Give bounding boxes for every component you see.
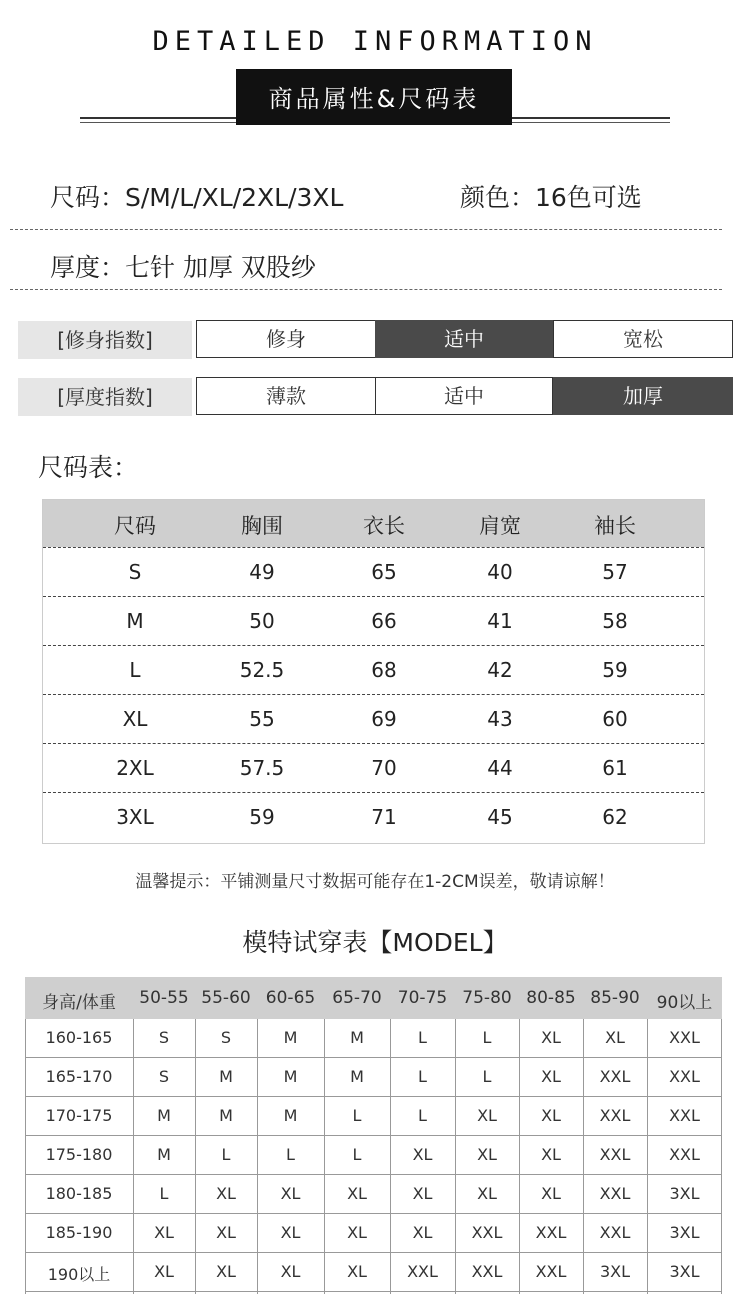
model-table-cell: L bbox=[221, 1145, 231, 1164]
size-table-cell: 43 bbox=[487, 707, 513, 731]
grid-line bbox=[25, 1057, 722, 1058]
model-table-header-cell: 85-90 bbox=[590, 988, 640, 1008]
model-table-cell: M bbox=[350, 1067, 364, 1086]
model-table-cell: L bbox=[418, 1106, 427, 1125]
size-table-cell: 41 bbox=[487, 609, 513, 633]
grid-line bbox=[25, 1291, 722, 1292]
model-table-cell: XL bbox=[412, 1184, 433, 1203]
grid-line bbox=[25, 1213, 722, 1214]
thickness-index-option: 适中 bbox=[375, 377, 553, 415]
size-table-cell: 57.5 bbox=[239, 756, 285, 780]
model-table-cell: XL bbox=[541, 1184, 561, 1203]
model-table-cell: M bbox=[157, 1106, 171, 1125]
fit-index-option: 修身 bbox=[196, 320, 376, 358]
model-table-cell: XL bbox=[477, 1184, 497, 1203]
model-table-cell: XL bbox=[541, 1106, 561, 1125]
fit-index-option: 适中 bbox=[375, 320, 553, 358]
size-table-cell: 58 bbox=[602, 609, 628, 633]
model-table-header-cell: 80-85 bbox=[526, 988, 576, 1008]
grid-line bbox=[25, 1135, 722, 1136]
size-table-cell: 49 bbox=[249, 560, 275, 584]
grid-line bbox=[25, 1174, 722, 1175]
size-table-header bbox=[43, 500, 704, 547]
model-table-cell: XL bbox=[154, 1223, 174, 1242]
row-divider bbox=[43, 743, 704, 744]
size-table-row bbox=[43, 645, 704, 694]
size-table-cell: 52.5 bbox=[239, 658, 285, 682]
dashed-divider bbox=[10, 289, 722, 290]
header-title-cn: 商品属性&尺码表 bbox=[268, 85, 480, 113]
model-table-row bbox=[25, 1175, 722, 1213]
model-table bbox=[25, 977, 722, 1294]
model-table-cell: L bbox=[159, 1184, 169, 1203]
model-table-cell: M bbox=[350, 1028, 364, 1047]
model-table-cell: XL bbox=[347, 1184, 367, 1203]
model-table-cell: 185-190 bbox=[45, 1223, 113, 1242]
size-table-cell: L bbox=[129, 658, 141, 682]
model-table-cell: 170-175 bbox=[45, 1106, 113, 1125]
model-table-cell: XL bbox=[280, 1184, 301, 1203]
row-divider bbox=[43, 596, 704, 597]
fit-index-label: [修身指数] bbox=[18, 321, 192, 359]
model-table-cell: 175-180 bbox=[45, 1145, 113, 1164]
row-divider bbox=[43, 645, 704, 646]
measurement-tip: 温馨提示：平铺测量尺寸数据可能存在1-2CM误差，敬请谅解！ bbox=[135, 872, 615, 892]
model-table-header-cell: 65-70 bbox=[332, 988, 382, 1008]
model-table-cell: XL bbox=[541, 1028, 561, 1047]
model-table-cell: L bbox=[482, 1067, 492, 1086]
model-table-header-cell: 身高/体重 bbox=[42, 993, 116, 1013]
thickness-info: 厚度：七针 加厚 双股纱 bbox=[50, 253, 316, 282]
model-table-cell: XXL bbox=[599, 1067, 631, 1086]
model-table-cell: XXL bbox=[669, 1067, 700, 1086]
size-table-cell: 59 bbox=[249, 805, 275, 829]
model-table-cell: XL bbox=[477, 1145, 497, 1164]
size-table-cell: 69 bbox=[371, 707, 397, 731]
size-table-cell: 3XL bbox=[116, 805, 154, 829]
size-table-cell: 50 bbox=[249, 609, 275, 633]
size-table-header-cell: 肩宽 bbox=[479, 514, 521, 538]
size-table-header-cell: 胸围 bbox=[241, 514, 283, 538]
model-table-cell: XXL bbox=[535, 1223, 567, 1242]
model-table-cell: XL bbox=[541, 1067, 561, 1086]
model-table-cell: M bbox=[157, 1145, 171, 1164]
model-table-cell: XXL bbox=[535, 1262, 567, 1281]
model-table-cell: XL bbox=[280, 1223, 301, 1242]
model-table-cell: XL bbox=[541, 1145, 561, 1164]
model-table-cell: 3XL bbox=[599, 1262, 631, 1281]
model-table-cell: XL bbox=[154, 1262, 174, 1281]
size-table-cell: 40 bbox=[487, 560, 513, 584]
size-table-cell: 71 bbox=[371, 805, 397, 829]
model-table-cell: XL bbox=[347, 1223, 367, 1242]
model-table-cell: M bbox=[283, 1067, 298, 1086]
model-table-header bbox=[25, 977, 722, 1019]
model-table-header-cell: 70-75 bbox=[397, 988, 448, 1008]
size-table-header-cell: 尺码 bbox=[114, 514, 156, 538]
model-table-cell: XXL bbox=[669, 1145, 700, 1164]
size-table-cell: 44 bbox=[487, 756, 513, 780]
model-table-cell: 190以上 bbox=[47, 1265, 111, 1284]
model-table-cell: XL bbox=[280, 1262, 301, 1281]
size-table-cell: 60 bbox=[602, 707, 628, 731]
model-table-cell: XXL bbox=[471, 1262, 503, 1281]
size-table-cell: S bbox=[128, 560, 142, 584]
model-table-header-cell: 60-65 bbox=[265, 988, 316, 1008]
model-table-row bbox=[25, 1019, 722, 1057]
row-divider bbox=[43, 792, 704, 793]
size-table bbox=[42, 499, 705, 844]
model-table-cell: L bbox=[418, 1028, 427, 1047]
thickness-index-option: 加厚 bbox=[553, 377, 733, 415]
model-table-cell: XL bbox=[605, 1028, 625, 1047]
model-table-cell: 165-170 bbox=[45, 1067, 113, 1086]
size-table-row bbox=[43, 694, 704, 743]
model-table-cell: M bbox=[219, 1067, 233, 1086]
model-table-cell: XXL bbox=[669, 1106, 700, 1125]
size-table-header-cell: 衣长 bbox=[363, 514, 405, 538]
size-table-cell: 61 bbox=[602, 756, 628, 780]
model-table-cell: 160-165 bbox=[45, 1028, 113, 1047]
size-table-cell: 62 bbox=[602, 805, 628, 829]
model-table-cell: 3XL bbox=[669, 1223, 700, 1242]
model-table-row bbox=[25, 1253, 722, 1291]
size-table-cell: 65 bbox=[371, 560, 397, 584]
size-table-cell: 68 bbox=[371, 658, 397, 682]
size-chart-title: 尺码表： bbox=[38, 453, 139, 482]
model-table-cell: L bbox=[418, 1067, 427, 1086]
model-table-cell: XXL bbox=[599, 1223, 631, 1242]
model-table-cell: L bbox=[352, 1106, 362, 1125]
model-table-cell: XL bbox=[347, 1262, 367, 1281]
model-table-header-cell: 50-55 bbox=[139, 988, 189, 1008]
grid-line bbox=[25, 1096, 722, 1097]
model-table-cell: XL bbox=[412, 1145, 433, 1164]
model-table-row bbox=[25, 1214, 722, 1252]
size-table-cell: 42 bbox=[487, 658, 513, 682]
size-table-row bbox=[43, 547, 704, 596]
model-table-row bbox=[25, 1097, 722, 1135]
model-table-cell: L bbox=[352, 1145, 362, 1164]
model-table-cell: XL bbox=[216, 1223, 236, 1242]
model-table-cell: XL bbox=[216, 1184, 236, 1203]
model-chart-title: 模特试穿表【MODEL】 bbox=[242, 928, 508, 957]
model-table-row bbox=[25, 1058, 722, 1096]
model-table-row bbox=[25, 1136, 722, 1174]
grid-line bbox=[25, 1252, 722, 1253]
model-table-cell: S bbox=[158, 1028, 170, 1047]
size-table-cell: 57 bbox=[602, 560, 628, 584]
size-table-cell: 70 bbox=[371, 756, 397, 780]
thickness-index-option: 薄款 bbox=[196, 377, 376, 415]
thickness-index-label: [厚度指数] bbox=[18, 378, 192, 416]
size-table-cell: 2XL bbox=[116, 756, 154, 780]
model-table-cell: L bbox=[286, 1145, 295, 1164]
color-info: 颜色：16色可选 bbox=[460, 183, 642, 212]
model-table-cell: XL bbox=[477, 1106, 497, 1125]
row-divider bbox=[43, 694, 704, 695]
model-table-header-cell: 55-60 bbox=[201, 988, 251, 1008]
model-table-cell: XXL bbox=[669, 1028, 700, 1047]
size-table-header-cell: 袖长 bbox=[594, 514, 636, 538]
model-table-cell: 3XL bbox=[669, 1184, 700, 1203]
model-table-cell: XXL bbox=[599, 1145, 631, 1164]
fit-index-option: 宽松 bbox=[553, 320, 733, 358]
size-info: 尺码：S/M/L/XL/2XL/3XL bbox=[50, 183, 344, 212]
model-table-cell: XXL bbox=[599, 1106, 631, 1125]
model-table-cell: XXL bbox=[599, 1184, 631, 1203]
size-table-row bbox=[43, 596, 704, 645]
header-title-en: DETAILED INFORMATION bbox=[152, 26, 598, 57]
model-table-cell: XXL bbox=[407, 1262, 438, 1281]
model-table-header-cell: 75-80 bbox=[462, 988, 512, 1008]
size-table-cell: 59 bbox=[602, 658, 628, 682]
size-table-row bbox=[43, 792, 704, 841]
model-table-cell: M bbox=[219, 1106, 233, 1125]
size-table-cell: XL bbox=[122, 707, 148, 731]
size-table-cell: 66 bbox=[371, 609, 397, 633]
size-table-cell: 45 bbox=[487, 805, 513, 829]
row-divider bbox=[43, 547, 704, 548]
model-table-cell: M bbox=[283, 1106, 298, 1125]
size-table-cell: 55 bbox=[249, 707, 275, 731]
model-table-header-cell: 90以上 bbox=[656, 993, 713, 1013]
model-table-cell: 3XL bbox=[669, 1262, 700, 1281]
model-table-cell: S bbox=[158, 1067, 170, 1086]
size-table-cell: M bbox=[126, 609, 144, 633]
model-table-cell: 180-185 bbox=[45, 1184, 113, 1203]
dashed-divider bbox=[10, 229, 722, 230]
model-table-cell: XL bbox=[216, 1262, 236, 1281]
size-table-row bbox=[43, 743, 704, 792]
model-table-cell: XXL bbox=[471, 1223, 503, 1242]
model-table-cell: M bbox=[283, 1028, 298, 1047]
model-table-cell: XL bbox=[412, 1223, 433, 1242]
model-table-cell: L bbox=[482, 1028, 492, 1047]
model-table-cell: S bbox=[220, 1028, 232, 1047]
